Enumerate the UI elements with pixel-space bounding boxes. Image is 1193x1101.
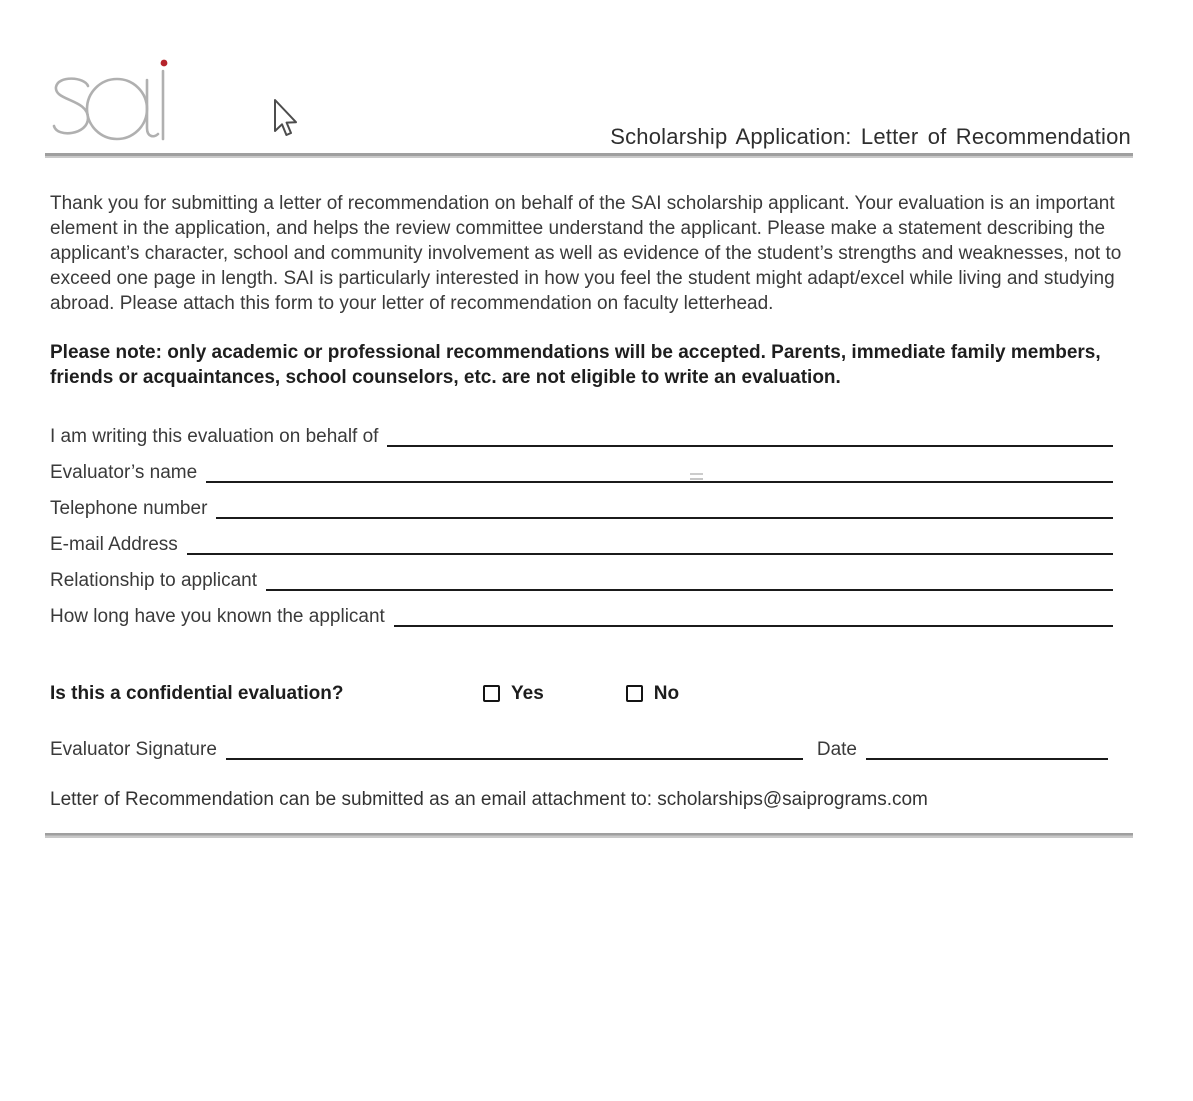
field-row-telephone [50, 496, 1113, 521]
page-title: Scholarship Application: Letter of Recommendation [610, 124, 1131, 149]
option-no [626, 681, 679, 706]
field-label: Telephone number [50, 498, 208, 519]
date-label: Date [816, 739, 857, 760]
logo-letters [54, 71, 163, 139]
field-row-email [50, 532, 1113, 557]
field-label: Relationship to applicant [50, 570, 258, 591]
no-label: No [653, 683, 680, 704]
email-blank-line[interactable] [187, 532, 1113, 555]
no-checkbox[interactable] [626, 685, 643, 702]
field-row-relationship [50, 568, 1113, 593]
evaluator-name-blank-line[interactable] [206, 460, 1113, 483]
date-blank-line[interactable] [866, 737, 1108, 760]
document-header [50, 0, 1133, 153]
form-fields [50, 424, 1113, 629]
signature-row [50, 737, 1108, 762]
field-row-evaluator-name [50, 460, 1113, 485]
mouse-cursor-icon [272, 98, 300, 142]
yes-label: Yes [511, 683, 544, 704]
logo-red-dot-icon [161, 60, 168, 67]
signature-label: Evaluator Signature [50, 739, 217, 760]
intro-paragraph: Thank you for submitting a letter of recommendation on behalf of the SAI scholarship applicant. Your evaluation is an important element in the application, and helps the review committee understand the applicant. Please make a statement describing the applicant’s character, school and community involvement as well as evidence of the student’s strengths and weaknesses, not to exceed one page in length. SAI is particularly interested in how you feel the student might adapt/excel while living and studying abroad. Please attach this form to your letter of recommendation on faculty letterhead. [50, 193, 1122, 314]
field-label: Evaluator’s name [50, 462, 198, 483]
signature-blank-line[interactable] [226, 737, 803, 760]
field-label: How long have you known the applicant [50, 606, 385, 627]
sai-logo [50, 58, 170, 142]
relationship-blank-line[interactable] [266, 568, 1113, 591]
scan-artifact [690, 473, 703, 480]
field-label: I am writing this evaluation on behalf of [50, 426, 379, 447]
note-paragraph: Please note: only academic or professional recommendations will be accepted. Parents, immediate family members, friends or acquaintances, school counselors, etc. are not eligible to write an evaluation. [50, 342, 1101, 388]
option-yes [483, 681, 544, 706]
yes-checkbox[interactable] [483, 685, 500, 702]
field-row-on-behalf-of [50, 424, 1113, 449]
footer-divider [45, 833, 1133, 838]
on-behalf-of-blank-line[interactable] [387, 424, 1113, 447]
confidential-evaluation-row [50, 681, 1133, 706]
submission-instructions: Letter of Recommendation can be submitted as an email attachment to: scholarships@saiprograms.com [50, 789, 928, 810]
confidential-question: Is this a confidential evaluation? [50, 683, 344, 704]
header-divider [45, 153, 1133, 158]
field-row-how-long-known [50, 604, 1113, 629]
how-long-known-blank-line[interactable] [394, 604, 1113, 627]
telephone-blank-line[interactable] [216, 496, 1113, 519]
field-label: E-mail Address [50, 534, 178, 555]
